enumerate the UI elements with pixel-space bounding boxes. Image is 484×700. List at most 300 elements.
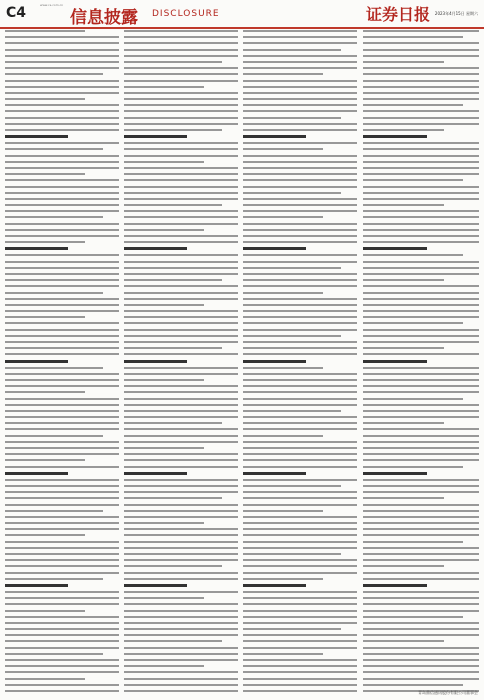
text-line <box>363 404 479 406</box>
section-heading <box>363 472 427 475</box>
text-line <box>363 292 479 294</box>
text-line <box>363 385 479 387</box>
text-line <box>124 559 238 561</box>
text-line <box>363 528 479 530</box>
text-line <box>243 173 357 175</box>
section-heading <box>243 247 306 250</box>
text-line <box>363 80 479 82</box>
header-meta: www.cs.com.cn <box>40 3 64 7</box>
text-line <box>5 671 119 673</box>
text-line <box>5 161 119 163</box>
text-line <box>363 510 479 512</box>
text-line <box>124 597 204 599</box>
text-line <box>5 216 103 218</box>
text-line <box>5 80 119 82</box>
text-line <box>363 435 479 437</box>
text-line <box>363 179 463 181</box>
section-heading <box>363 135 427 138</box>
text-line <box>243 42 357 44</box>
text-line <box>124 504 238 506</box>
text-line <box>243 110 357 112</box>
text-line <box>363 61 444 63</box>
text-line <box>363 55 479 57</box>
text-line <box>363 610 479 612</box>
text-line <box>5 597 119 599</box>
text-line <box>363 210 479 212</box>
text-line <box>363 353 479 355</box>
text-line <box>243 404 357 406</box>
text-line <box>5 516 119 518</box>
text-line <box>5 534 85 536</box>
text-line <box>5 497 119 499</box>
text-line <box>243 565 357 567</box>
text-line <box>5 367 103 369</box>
text-line <box>363 516 479 518</box>
text-line <box>5 279 119 281</box>
text-line <box>124 49 238 51</box>
text-line <box>124 129 222 131</box>
text-line <box>5 198 119 200</box>
text-line <box>5 341 119 343</box>
text-line <box>124 229 204 231</box>
text-line <box>243 310 357 312</box>
text-line <box>243 148 323 150</box>
text-line <box>243 435 323 437</box>
section-heading <box>243 135 306 138</box>
text-line <box>363 597 479 599</box>
text-line <box>5 485 119 487</box>
text-line <box>363 565 444 567</box>
text-line <box>243 304 357 306</box>
text-line <box>124 148 238 150</box>
section-heading <box>5 135 68 138</box>
text-line <box>124 216 238 218</box>
text-line <box>243 528 357 530</box>
text-line <box>243 678 357 680</box>
text-line <box>363 267 479 269</box>
text-line <box>124 572 238 574</box>
text-line <box>124 279 222 281</box>
text-line <box>124 341 238 343</box>
text-line <box>363 491 479 493</box>
text-line <box>5 547 119 549</box>
text-line <box>243 229 357 231</box>
text-line <box>5 653 103 655</box>
text-line <box>243 80 357 82</box>
text-line <box>5 167 119 169</box>
text-line <box>363 572 479 574</box>
text-line <box>243 267 341 269</box>
text-line <box>363 541 463 543</box>
text-line <box>363 441 479 443</box>
text-line <box>363 161 479 163</box>
text-line <box>243 117 341 119</box>
text-line <box>124 516 238 518</box>
text-line <box>363 186 479 188</box>
text-line <box>124 210 238 212</box>
text-line <box>363 229 479 231</box>
text-line <box>5 329 119 331</box>
text-line <box>363 447 479 449</box>
text-line <box>124 367 238 369</box>
text-line <box>243 329 357 331</box>
text-line <box>243 485 341 487</box>
text-line <box>124 459 238 461</box>
text-line <box>124 55 238 57</box>
section-heading <box>5 472 68 475</box>
text-line <box>363 578 479 580</box>
section-subtitle: DISCLOSURE <box>152 9 220 19</box>
text-line <box>363 485 479 487</box>
text-line <box>363 123 479 125</box>
text-line <box>124 80 238 82</box>
text-line <box>5 73 103 75</box>
text-line <box>124 528 238 530</box>
text-column-2 <box>124 30 238 694</box>
text-line <box>243 273 357 275</box>
text-line <box>124 316 238 318</box>
text-line <box>243 367 323 369</box>
text-line <box>5 322 119 324</box>
text-line <box>363 198 479 200</box>
text-line <box>363 310 479 312</box>
text-line <box>363 367 479 369</box>
text-line <box>363 73 479 75</box>
text-line <box>5 391 85 393</box>
text-line <box>124 671 238 673</box>
section-heading <box>243 584 306 587</box>
text-line <box>363 553 479 555</box>
text-line <box>5 298 119 300</box>
text-line <box>363 148 479 150</box>
text-line <box>363 391 479 393</box>
text-line <box>243 671 357 673</box>
text-line <box>5 634 119 636</box>
text-line <box>243 179 357 181</box>
text-line <box>5 410 119 412</box>
text-line <box>5 335 119 337</box>
text-line <box>124 261 238 263</box>
text-line <box>5 416 119 418</box>
text-line <box>124 634 238 636</box>
text-line <box>363 329 479 331</box>
text-line <box>243 522 357 524</box>
text-line <box>124 353 238 355</box>
text-line <box>243 453 357 455</box>
text-line <box>363 129 444 131</box>
text-line <box>243 610 357 612</box>
text-line <box>363 36 463 38</box>
text-line <box>5 510 103 512</box>
text-line <box>124 534 238 536</box>
text-line <box>124 647 238 649</box>
text-line <box>243 30 357 32</box>
text-line <box>5 466 119 468</box>
text-line <box>124 391 238 393</box>
text-line <box>363 603 479 605</box>
text-line <box>243 659 357 661</box>
text-line <box>124 254 238 256</box>
text-line <box>243 398 357 400</box>
text-line <box>5 142 119 144</box>
text-line <box>124 603 238 605</box>
text-line <box>243 653 323 655</box>
text-line <box>243 516 357 518</box>
text-line <box>363 42 479 44</box>
text-line <box>363 653 479 655</box>
text-line <box>363 453 479 455</box>
text-line <box>243 161 357 163</box>
text-line <box>363 67 479 69</box>
text-line <box>124 491 238 493</box>
text-line <box>363 167 479 169</box>
text-line <box>243 504 357 506</box>
text-line <box>124 398 238 400</box>
text-line <box>243 690 357 692</box>
text-line <box>124 179 238 181</box>
text-line <box>124 161 204 163</box>
text-line <box>124 298 238 300</box>
text-line <box>243 204 357 206</box>
text-line <box>124 304 204 306</box>
text-line <box>124 30 238 32</box>
text-line <box>243 622 357 624</box>
text-line <box>5 210 119 212</box>
text-line <box>5 273 119 275</box>
text-line <box>363 341 479 343</box>
text-line <box>124 335 238 337</box>
text-line <box>124 167 238 169</box>
text-line <box>5 479 119 481</box>
text-line <box>124 659 238 661</box>
text-line <box>5 422 119 424</box>
text-line <box>124 541 238 543</box>
text-column-4 <box>363 30 479 694</box>
text-line <box>124 510 238 512</box>
section-heading <box>124 584 187 587</box>
text-line <box>363 416 479 418</box>
text-line <box>124 479 238 481</box>
text-line <box>5 267 119 269</box>
text-line <box>5 67 119 69</box>
text-line <box>124 322 238 324</box>
section-heading <box>5 360 68 363</box>
text-line <box>124 285 238 287</box>
text-line <box>124 416 238 418</box>
text-line <box>5 254 119 256</box>
text-line <box>363 622 479 624</box>
text-line <box>5 447 119 449</box>
text-line <box>124 67 238 69</box>
text-line <box>243 391 357 393</box>
text-line <box>5 55 119 57</box>
section-heading <box>5 247 68 250</box>
text-line <box>124 410 238 412</box>
text-line <box>5 678 85 680</box>
text-line <box>243 373 357 375</box>
text-line <box>243 510 323 512</box>
text-line <box>243 123 357 125</box>
text-line <box>5 179 119 181</box>
text-line <box>243 254 357 256</box>
text-line <box>5 404 119 406</box>
text-line <box>363 497 444 499</box>
text-line <box>363 92 479 94</box>
text-line <box>363 647 479 649</box>
text-line <box>363 279 444 281</box>
section-heading <box>363 584 427 587</box>
column-body <box>5 30 119 694</box>
text-line <box>5 104 119 106</box>
text-line <box>124 310 238 312</box>
text-line <box>124 235 238 237</box>
text-line <box>5 528 119 530</box>
text-line <box>124 267 238 269</box>
text-line <box>243 316 357 318</box>
text-line <box>243 142 357 144</box>
text-line <box>363 671 479 673</box>
text-line <box>243 186 357 188</box>
text-line <box>5 347 119 349</box>
text-line <box>363 322 463 324</box>
text-line <box>124 665 204 667</box>
text-line <box>124 466 238 468</box>
text-line <box>124 292 238 294</box>
text-line <box>243 235 357 237</box>
text-line <box>243 422 357 424</box>
text-line <box>124 578 238 580</box>
text-line <box>5 285 119 287</box>
text-line <box>5 572 119 574</box>
text-line <box>5 441 119 443</box>
text-line <box>124 373 238 375</box>
text-line <box>124 628 238 630</box>
text-line <box>124 36 238 38</box>
text-line <box>243 479 357 481</box>
page-header <box>0 0 484 29</box>
text-line <box>5 261 119 263</box>
text-line <box>243 73 323 75</box>
text-line <box>5 603 119 605</box>
text-line <box>243 616 357 618</box>
text-line <box>243 198 357 200</box>
text-line <box>243 379 357 381</box>
text-line <box>124 198 238 200</box>
text-line <box>243 541 357 543</box>
section-title: 信息披露 <box>70 8 138 28</box>
text-line <box>243 298 357 300</box>
text-line <box>363 216 479 218</box>
text-line <box>243 241 357 243</box>
text-line <box>5 304 119 306</box>
text-line <box>363 117 479 119</box>
text-column-1 <box>5 30 119 694</box>
text-line <box>243 223 357 225</box>
text-line <box>124 610 238 612</box>
text-line <box>243 347 357 349</box>
text-line <box>243 628 341 630</box>
text-line <box>124 117 238 119</box>
text-line <box>5 98 85 100</box>
text-line <box>5 435 103 437</box>
text-line <box>124 61 222 63</box>
text-line <box>243 640 357 642</box>
text-line <box>124 223 238 225</box>
text-line <box>243 459 357 461</box>
text-line <box>124 385 238 387</box>
text-line <box>124 653 238 655</box>
text-line <box>5 110 119 112</box>
text-line <box>5 155 119 157</box>
text-line <box>124 522 204 524</box>
text-line <box>243 447 357 449</box>
text-line <box>363 504 479 506</box>
text-line <box>124 347 222 349</box>
text-line <box>124 616 238 618</box>
column-body <box>124 30 238 694</box>
text-line <box>243 292 323 294</box>
text-line <box>5 49 119 51</box>
text-line <box>124 173 238 175</box>
text-line <box>5 310 119 312</box>
text-line <box>5 504 119 506</box>
text-line <box>243 491 357 493</box>
text-line <box>124 73 238 75</box>
text-line <box>124 404 238 406</box>
text-line <box>124 453 238 455</box>
text-line <box>124 640 222 642</box>
text-line <box>5 622 119 624</box>
text-line <box>243 547 357 549</box>
text-line <box>5 453 119 455</box>
text-line <box>243 216 323 218</box>
text-line <box>363 104 463 106</box>
text-line <box>5 148 103 150</box>
text-line <box>243 322 357 324</box>
text-line <box>124 192 238 194</box>
text-line <box>5 204 119 206</box>
text-line <box>124 565 222 567</box>
text-line <box>124 204 222 206</box>
text-line <box>5 192 119 194</box>
text-line <box>124 684 238 686</box>
text-line <box>363 410 479 412</box>
text-line <box>5 36 119 38</box>
text-line <box>5 316 85 318</box>
issue-date: 2023年4月15日 星期六 <box>434 11 478 16</box>
text-line <box>243 647 357 649</box>
text-line <box>124 123 238 125</box>
text-line <box>363 559 479 561</box>
text-line <box>243 428 357 430</box>
text-line <box>243 261 357 263</box>
text-line <box>5 223 119 225</box>
text-line <box>5 640 119 642</box>
text-line <box>124 591 238 593</box>
text-line <box>5 659 119 661</box>
text-line <box>124 186 238 188</box>
text-line <box>124 690 238 692</box>
text-line <box>5 522 119 524</box>
text-line <box>363 347 444 349</box>
text-line <box>363 273 479 275</box>
text-line <box>243 553 341 555</box>
text-line <box>363 379 479 381</box>
text-line <box>363 665 479 667</box>
text-line <box>243 61 357 63</box>
text-line <box>243 410 341 412</box>
text-line <box>124 110 238 112</box>
